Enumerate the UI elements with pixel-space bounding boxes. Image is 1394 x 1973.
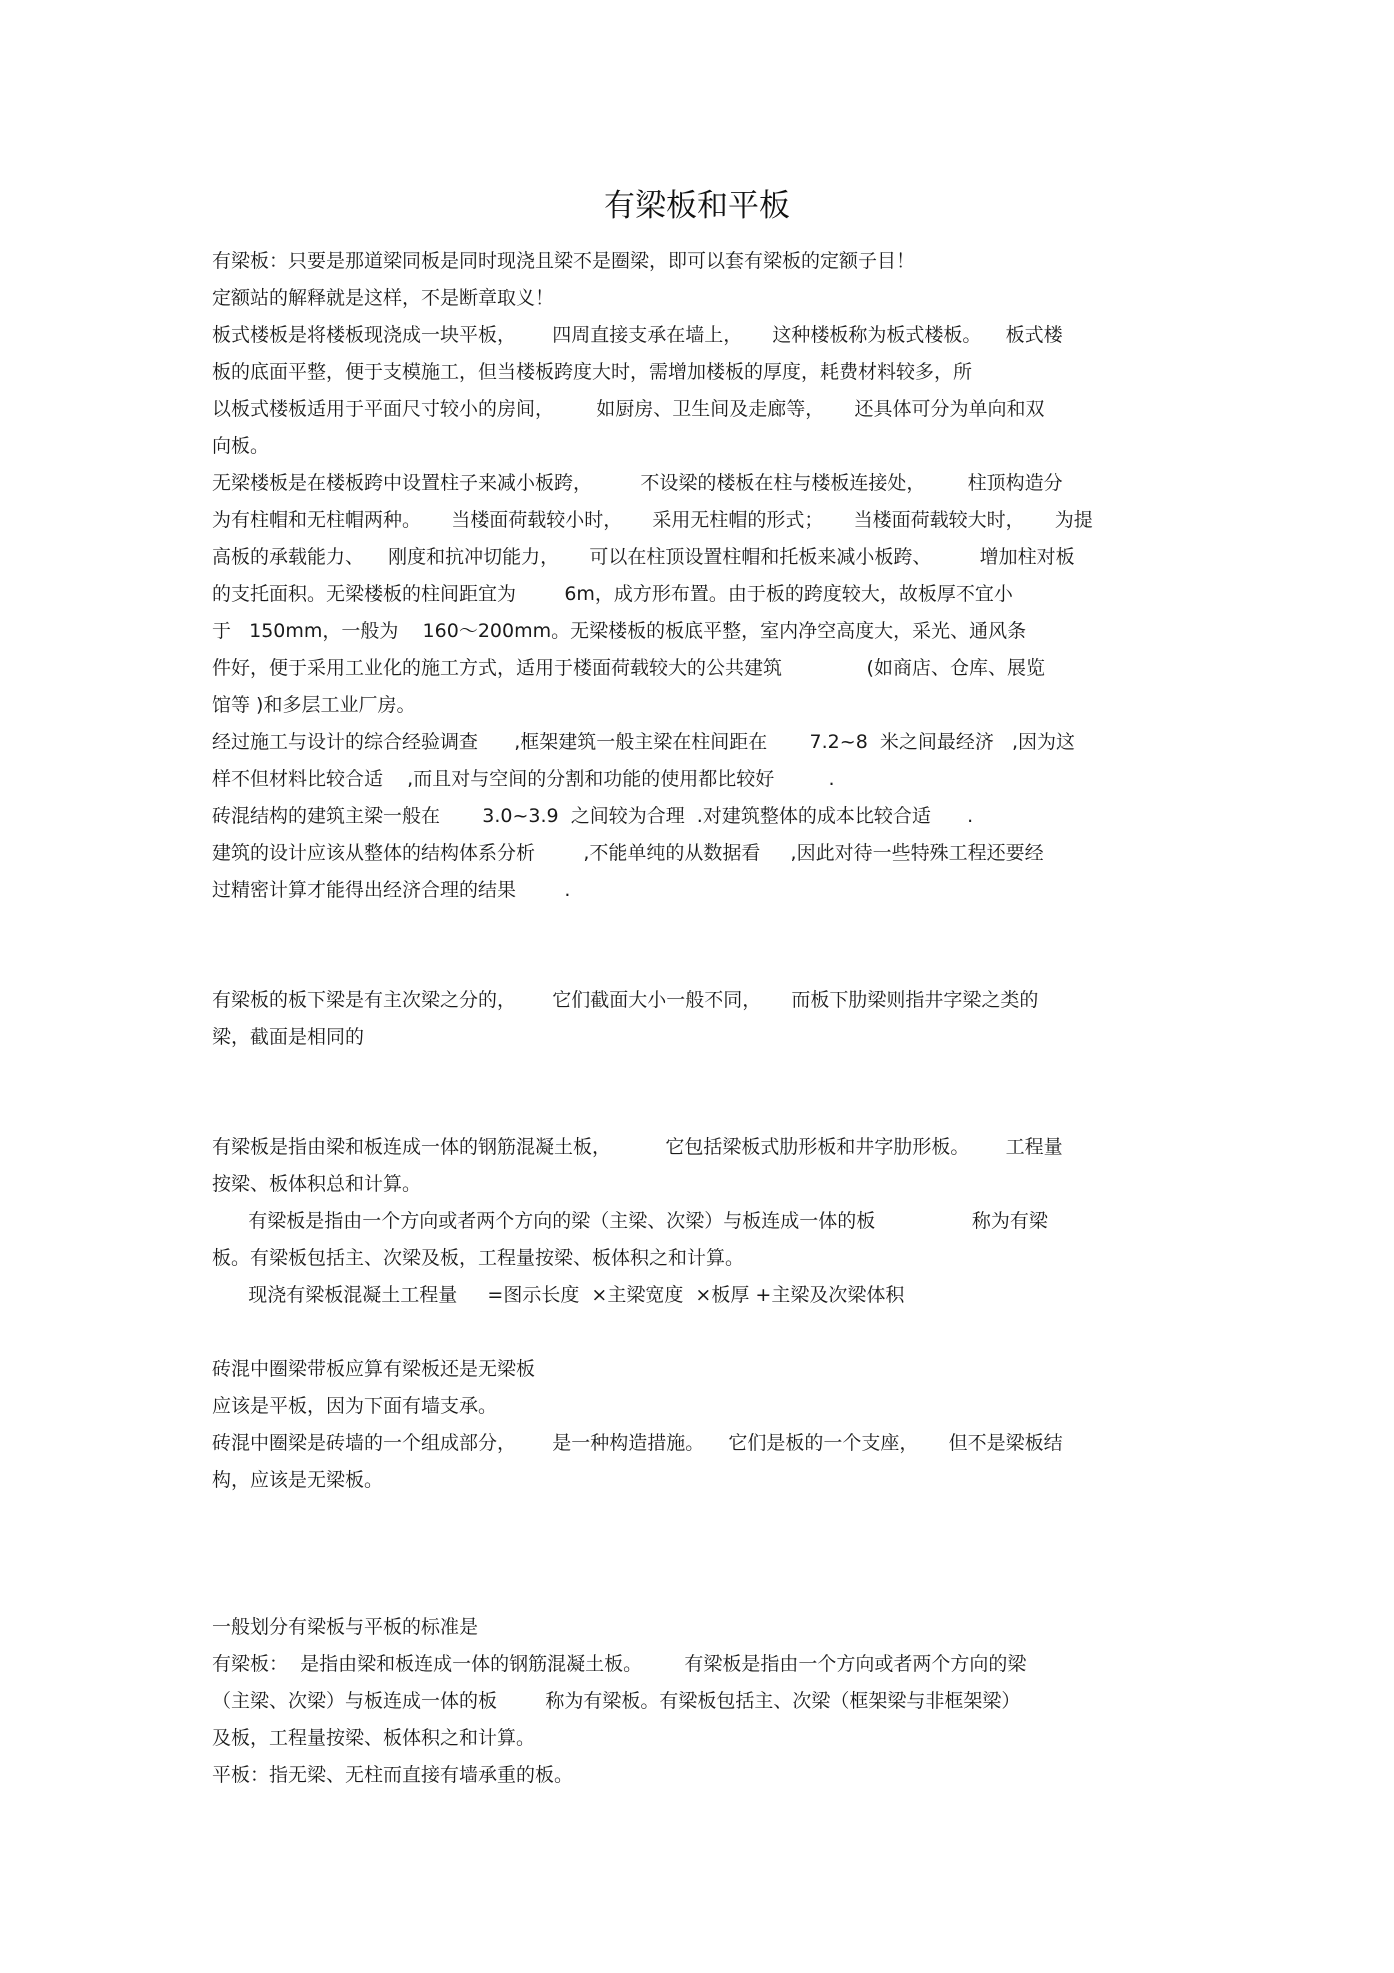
text-line: 的支托面积。无梁楼板的柱间距宜为 6m，成方形布置。由于板的跨度较大，故板厚不宜小 bbox=[212, 583, 1013, 605]
text-line: 应该是平板，因为下面有墙支承。 bbox=[212, 1395, 498, 1417]
text-line: 砖混中圈梁是砖墙的一个组成部分， 是一种构造措施。 它们是板的一个支座， 但不是梁板结 bbox=[212, 1432, 1063, 1454]
text-line: 构，应该是无梁板。 bbox=[212, 1469, 384, 1491]
text-line: 板的底面平整，便于支模施工，但当楼板跨度大时，需增加楼板的厚度，耗费材料较多，所 bbox=[212, 361, 973, 383]
text-line: 板。有梁板包括主、次梁及板，工程量按梁、板体积之和计算。 bbox=[212, 1247, 745, 1269]
text-line: 于 150mm，一般为 160～200mm。无梁楼板的板底平整，室内净空高度大，采光、通风条 bbox=[212, 620, 1027, 642]
text-line: 按梁、板体积总和计算。 bbox=[212, 1173, 422, 1195]
text-line: 向板。 bbox=[212, 435, 270, 457]
text-line: 有梁板是指由一个方向或者两个方向的梁（主梁、次梁）与板连成一体的板 称为有梁 bbox=[212, 1210, 1048, 1232]
text-line: 定额站的解释就是这样，不是断章取义！ bbox=[212, 287, 555, 309]
text-line: 馆等 )和多层工业厂房。 bbox=[212, 694, 416, 716]
document-title: 有梁板和平板 bbox=[604, 188, 790, 224]
text-line: 以板式楼板适用于平面尺寸较小的房间， 如厨房、卫生间及走廊等， 还具体可分为单向和双 bbox=[212, 398, 1045, 420]
text-line: 无梁楼板是在楼板跨中设置柱子来减小板跨， 不设梁的楼板在柱与楼板连接处， 柱顶构造分 bbox=[212, 472, 1063, 494]
text-line: 样不但材料比较合适 ,而且对与空间的分割和功能的使用都比较好 . bbox=[212, 768, 835, 790]
text-line: 经过施工与设计的综合经验调查 ,框架建筑一般主梁在柱间距在 7.2~8 米之间最经济 ,因为这 bbox=[212, 731, 1076, 753]
text-line: （主梁、次梁）与板连成一体的板 称为有梁板。有梁板包括主、次梁（框架梁与非框架梁） bbox=[212, 1690, 1021, 1712]
text-line: 高板的承载能力、 刚度和抗冲切能力， 可以在柱顶设置柱帽和托板来减小板跨、 增加柱对板 bbox=[212, 546, 1075, 568]
text-line: 为有柱帽和无柱帽两种。 当楼面荷载较小时， 采用无柱帽的形式； 当楼面荷载较大时， 为提 bbox=[212, 509, 1093, 531]
text-line: 砖混结构的建筑主梁一般在 3.0~3.9 之间较为合理 .对建筑整体的成本比较合适 . bbox=[212, 805, 974, 827]
text-line: 有梁板是指由梁和板连成一体的钢筋混凝土板， 它包括梁板式肋形板和井字肋形板。 工程量 bbox=[212, 1136, 1063, 1158]
text-line: 砖混中圈梁带板应算有梁板还是无梁板 bbox=[212, 1358, 536, 1380]
text-line: 件好，便于采用工业化的施工方式，适用于楼面荷载较大的公共建筑 (如商店、仓库、展览 bbox=[212, 657, 1045, 679]
text-line: 过精密计算才能得出经济合理的结果 . bbox=[212, 879, 571, 901]
text-line: 板式楼板是将楼板现浇成一块平板， 四周直接支承在墙上， 这种楼板称为板式楼板。 板式楼 bbox=[212, 324, 1063, 346]
text-line: 有梁板： 是指由梁和板连成一体的钢筋混凝土板。 有梁板是指由一个方向或者两个方向的梁 bbox=[212, 1653, 1027, 1675]
text-line: 有梁板：只要是那道梁同板是同时现浇且梁不是圈梁，即可以套有梁板的定额子目！ bbox=[212, 250, 916, 272]
text-line: 建筑的设计应该从整体的结构体系分析 ,不能单纯的从数据看 ,因此对待一些特殊工程还要经 bbox=[212, 842, 1044, 864]
text-line: 及板，工程量按梁、板体积之和计算。 bbox=[212, 1727, 536, 1749]
text-line: 平板：指无梁、无柱而直接有墙承重的板。 bbox=[212, 1764, 574, 1786]
text-line: 一般划分有梁板与平板的标准是 bbox=[212, 1616, 479, 1638]
text-line: 梁，截面是相同的 bbox=[212, 1026, 365, 1048]
text-line: 现浇有梁板混凝土工程量 =图示长度 ×主梁宽度 ×板厚 +主梁及次梁体积 bbox=[212, 1284, 905, 1306]
text-line: 有梁板的板下梁是有主次梁之分的， 它们截面大小一般不同， 而板下肋梁则指井字梁之类的 bbox=[212, 989, 1039, 1011]
